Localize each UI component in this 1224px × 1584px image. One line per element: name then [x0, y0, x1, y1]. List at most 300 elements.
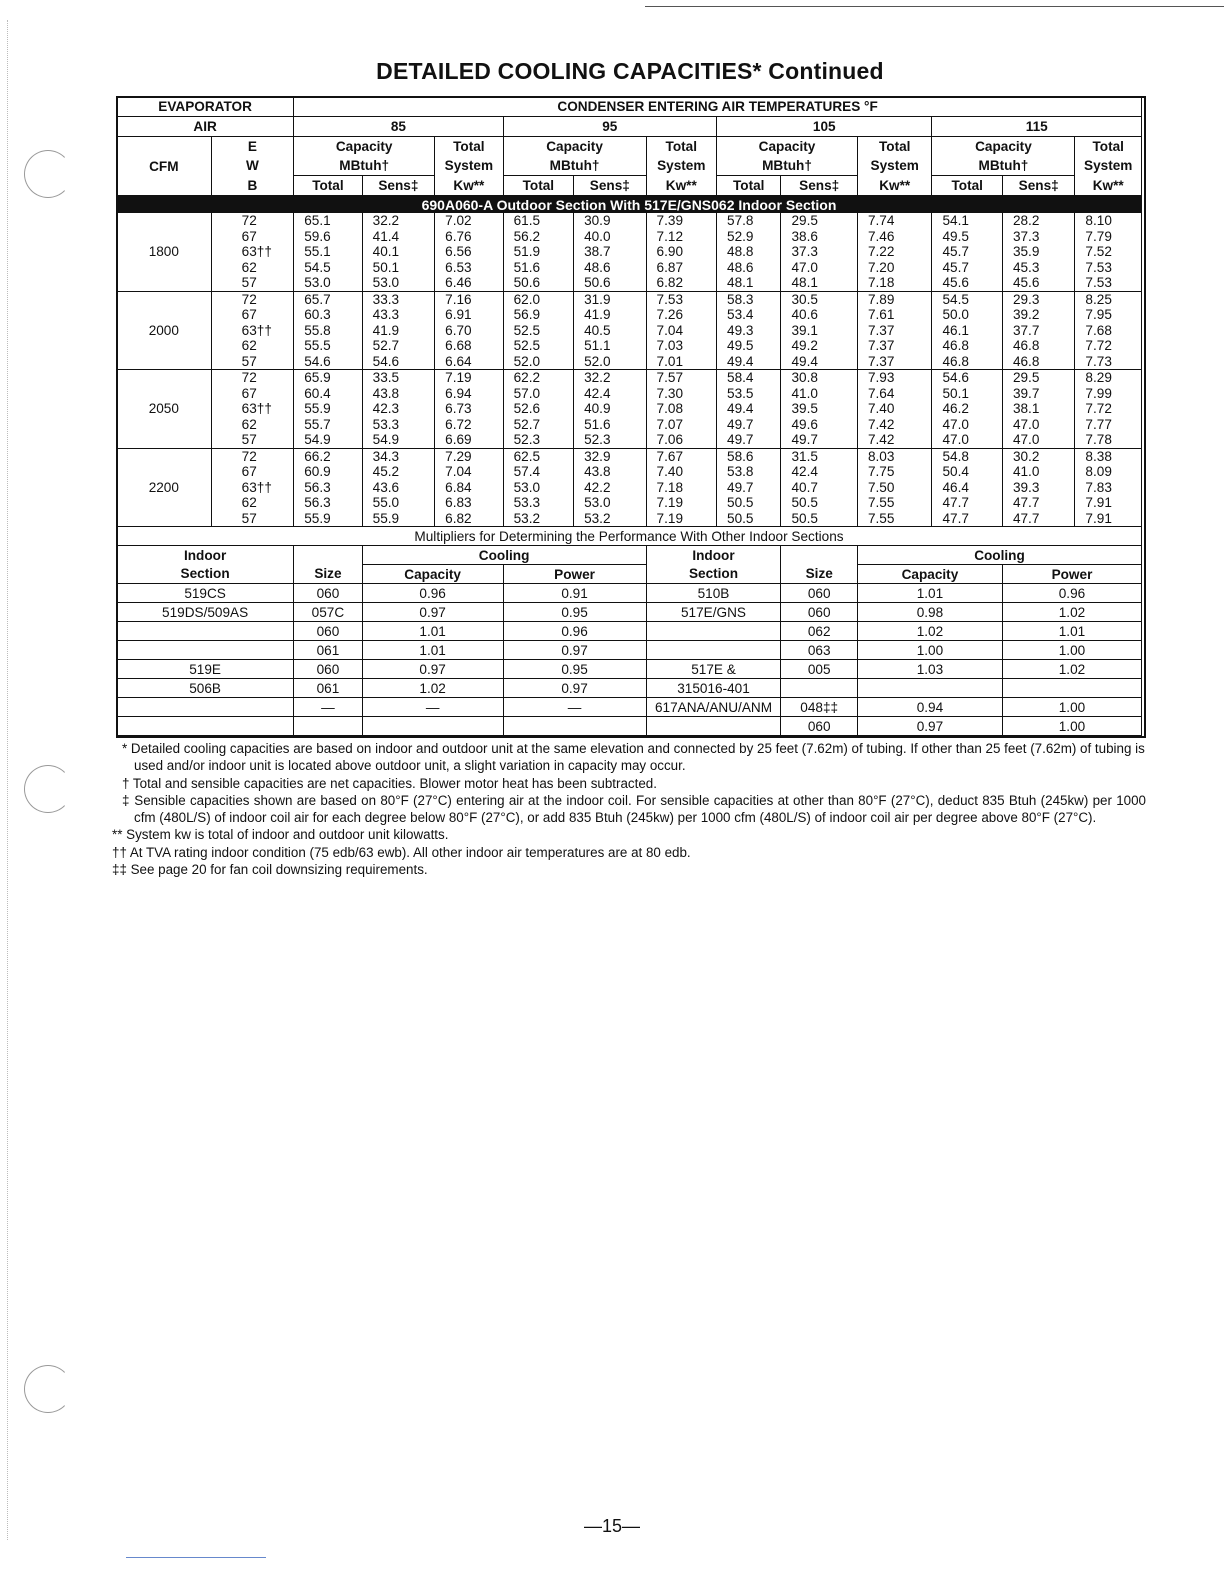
table-row	[117, 244, 1142, 260]
capacity-value: 7.55	[857, 495, 932, 511]
capacity-value: 50.6	[503, 275, 573, 291]
capacity-value: 50.1	[932, 386, 1002, 402]
capacity-value: 7.83	[1075, 480, 1142, 496]
capacity-value: 48.1	[717, 275, 781, 291]
capacity-value: 42.4	[574, 386, 646, 402]
capacity-value: 39.5	[781, 401, 858, 417]
size-value: 063	[781, 641, 858, 660]
capacity-value: 45.2	[362, 464, 434, 480]
capacity-value: 43.3	[362, 307, 434, 323]
capacity-header	[294, 137, 435, 157]
capacity-value: 29.5	[1002, 370, 1074, 386]
indoor-section	[117, 641, 294, 660]
capacity-value: 41.9	[362, 323, 434, 339]
sens-header: Sens‡	[1002, 176, 1074, 196]
ewb-value: 57	[211, 275, 294, 291]
temp-95: 95	[503, 117, 716, 137]
capacity-label: Capacity	[335, 139, 393, 154]
capacity-value: 55.7	[294, 417, 362, 433]
size-value: —	[294, 698, 362, 717]
capacity-value: 7.19	[646, 511, 716, 527]
capacity-value: 51.1	[574, 338, 646, 354]
ewb-header: B	[211, 176, 294, 196]
capacity-value: 51.9	[503, 244, 573, 260]
capacity-header	[932, 137, 1075, 157]
capacity-value: 52.3	[503, 432, 573, 448]
capacity-value: 7.55	[857, 511, 932, 527]
capacity-value: 8.09	[1075, 464, 1142, 480]
capacity-value: 46.1	[932, 323, 1002, 339]
ewb-value: 67	[211, 464, 294, 480]
capacity-value: 60.4	[294, 386, 362, 402]
ewb-value: 57	[211, 511, 294, 527]
power-multiplier: 0.96	[1002, 584, 1141, 603]
capacity-value: 49.4	[717, 354, 781, 370]
multiplier-caption-row	[117, 527, 1142, 546]
indoor-section: 315016-401	[646, 679, 781, 698]
capacity-value: 6.84	[435, 480, 503, 496]
indoor-section: 510B	[646, 584, 781, 603]
capacity-value: 41.0	[781, 386, 858, 402]
capacity-value: 6.73	[435, 401, 503, 417]
capacity-value: 54.9	[362, 432, 434, 448]
capacity-value: 7.72	[1075, 401, 1142, 417]
kw-header: Kw**	[646, 176, 716, 196]
capacity-value: 53.2	[503, 511, 573, 527]
capacity-value: 40.0	[574, 229, 646, 245]
power-multiplier: 0.97	[503, 641, 646, 660]
ewb-value: 72	[211, 448, 294, 464]
capacity-value: 7.02	[435, 213, 503, 229]
header-row	[117, 137, 1142, 157]
capacity-value: 40.1	[362, 244, 434, 260]
capacity-multiplier: 1.01	[362, 641, 503, 660]
capacity-value: 8.38	[1075, 448, 1142, 464]
page-number: —15—	[583, 1516, 641, 1536]
capacity-value: 7.53	[1075, 260, 1142, 276]
capacity-multiplier: 1.01	[362, 622, 503, 641]
capacity-value: 7.42	[857, 432, 932, 448]
ewb-value: 57	[211, 354, 294, 370]
capacity-multiplier	[362, 717, 503, 736]
capacity-value: 58.3	[717, 291, 781, 307]
capacity-multiplier: —	[362, 698, 503, 717]
capacity-value: 47.7	[932, 511, 1002, 527]
capacity-value: 54.6	[932, 370, 1002, 386]
capacity-value: 7.06	[646, 432, 716, 448]
capacity-value: 7.40	[857, 401, 932, 417]
capacity-value: 7.16	[435, 291, 503, 307]
capacity-value: 52.7	[503, 417, 573, 433]
capacity-value: 46.8	[932, 354, 1002, 370]
capacity-value: 48.6	[717, 260, 781, 276]
capacity-header: Capacity	[857, 565, 1002, 584]
total-system-header: System	[435, 156, 503, 176]
capacity-value: 52.3	[574, 432, 646, 448]
capacity-value: 39.3	[1002, 480, 1074, 496]
multiplier-row	[117, 546, 1142, 565]
capacity-value: 7.20	[857, 260, 932, 276]
indoor-section	[117, 717, 294, 736]
capacity-value: 8.29	[1075, 370, 1142, 386]
capacity-value: 7.22	[857, 244, 932, 260]
capacity-value: 50.6	[574, 275, 646, 291]
capacity-value: 7.79	[1075, 229, 1142, 245]
capacity-value: 6.83	[435, 495, 503, 511]
indoor-section	[117, 698, 294, 717]
indoor-section: 617ANA/ANU/ANM	[646, 698, 781, 717]
capacity-value: 50.1	[362, 260, 434, 276]
capacity-value: 46.4	[932, 480, 1002, 496]
mbtuh-header: MBtuh†	[503, 156, 646, 176]
capacity-value: 7.75	[857, 464, 932, 480]
capacity-value: 7.99	[1075, 386, 1142, 402]
capacity-value: 45.6	[1002, 275, 1074, 291]
sens-header: Sens‡	[781, 176, 858, 196]
footnote-double-dagger: ‡ Sensible capacities shown are based on 80°F (27°C) entering air at the indoor coil. For sensible capacities at other than 80°F (27°C), deduct 835 Btuh (245kw) per 1000 cfm (480L/S) of indoor coil air for each degree below 80°F (27°C), or add 835 Btuh (245kw) per 1000 cfm (480L/S) of indoor coil air per degree above 80°F (27°C).	[122, 792, 1146, 826]
cfm-value: 2050	[117, 370, 212, 449]
indoor-header: Indoor	[646, 546, 781, 565]
capacity-value: 7.91	[1075, 495, 1142, 511]
capacity-value: 6.53	[435, 260, 503, 276]
capacity-value: 8.10	[1075, 213, 1142, 229]
capacity-value: 6.94	[435, 386, 503, 402]
table-row	[117, 432, 1142, 448]
power-header: Power	[503, 565, 646, 584]
capacity-multiplier: 1.03	[857, 660, 1002, 679]
indoor-section: 519E	[117, 660, 294, 679]
capacity-value: 51.6	[574, 417, 646, 433]
section-band-label: 690A060-A Outdoor Section With 517E/GNS062 Indoor Section	[117, 196, 1142, 214]
header-row	[117, 176, 1142, 196]
capacity-header: Capacity	[362, 565, 503, 584]
cooling-header: Cooling	[362, 546, 646, 565]
power-multiplier: 1.00	[1002, 641, 1141, 660]
capacity-value: 37.3	[1002, 229, 1074, 245]
total-system-header: System	[646, 156, 716, 176]
capacity-value: 7.42	[857, 417, 932, 433]
capacity-value: 6.90	[646, 244, 716, 260]
capacity-value: 6.72	[435, 417, 503, 433]
capacity-multiplier: 1.02	[857, 622, 1002, 641]
capacity-value: 62.2	[503, 370, 573, 386]
ewb-value: 72	[211, 370, 294, 386]
capacity-value: 47.0	[781, 260, 858, 276]
capacity-header	[717, 137, 858, 157]
capacity-value: 8.25	[1075, 291, 1142, 307]
size-value: 057C	[294, 603, 362, 622]
size-value: 060	[781, 603, 858, 622]
punch-hole	[24, 1365, 72, 1413]
capacity-value: 56.3	[294, 480, 362, 496]
total-header: Total	[294, 176, 362, 196]
kw-header: Kw**	[857, 176, 932, 196]
multiplier-row	[117, 660, 1142, 679]
capacity-value: 7.19	[435, 370, 503, 386]
capacity-value: 7.12	[646, 229, 716, 245]
capacity-value: 7.18	[857, 275, 932, 291]
capacity-value: 7.50	[857, 480, 932, 496]
capacity-value: 6.68	[435, 338, 503, 354]
cfm-value: 1800	[117, 213, 212, 291]
capacity-value: 39.7	[1002, 386, 1074, 402]
condenser-temps-label: CONDENSER ENTERING AIR TEMPERATURES °F	[294, 97, 1142, 117]
indoor-section: 517E &	[646, 660, 781, 679]
capacity-value: 57.8	[717, 213, 781, 229]
capacity-value: 8.03	[857, 448, 932, 464]
capacity-value: 54.5	[294, 260, 362, 276]
capacity-value: 47.0	[932, 432, 1002, 448]
cfm-value: 2000	[117, 291, 212, 370]
capacity-value: 49.5	[717, 338, 781, 354]
ewb-value: 67	[211, 386, 294, 402]
ewb-value: 62	[211, 495, 294, 511]
capacity-value: 55.0	[362, 495, 434, 511]
capacity-value: 45.7	[932, 244, 1002, 260]
capacity-value: 54.1	[932, 213, 1002, 229]
ewb-value: 63††	[211, 244, 294, 260]
capacity-multiplier: 0.96	[362, 584, 503, 603]
capacity-multiplier	[857, 679, 1002, 698]
capacity-value: 39.2	[1002, 307, 1074, 323]
capacity-value: 54.5	[932, 291, 1002, 307]
capacity-value: 7.04	[646, 323, 716, 339]
ewb-value: 63††	[211, 480, 294, 496]
ewb-value: 62	[211, 260, 294, 276]
size-value: 061	[294, 679, 362, 698]
capacity-value: 56.3	[294, 495, 362, 511]
capacity-multiplier: 0.98	[857, 603, 1002, 622]
capacity-value: 50.4	[932, 464, 1002, 480]
capacity-value: 47.0	[932, 417, 1002, 433]
capacity-value: 6.64	[435, 354, 503, 370]
capacity-value: 7.19	[646, 495, 716, 511]
top-rule	[645, 6, 1224, 7]
capacity-value: 40.5	[574, 323, 646, 339]
capacity-value: 51.6	[503, 260, 573, 276]
capacity-value: 38.6	[781, 229, 858, 245]
capacity-value: 53.0	[574, 495, 646, 511]
capacity-value: 7.37	[857, 354, 932, 370]
capacity-value: 52.7	[362, 338, 434, 354]
capacity-value: 53.2	[574, 511, 646, 527]
capacity-value: 7.67	[646, 448, 716, 464]
capacity-value: 47.7	[1002, 495, 1074, 511]
sens-header: Sens‡	[362, 176, 434, 196]
capacity-multiplier: 1.01	[857, 584, 1002, 603]
capacity-value: 53.0	[294, 275, 362, 291]
capacity-value: 7.78	[1075, 432, 1142, 448]
ewb-value: 62	[211, 338, 294, 354]
total-system-header: Total	[1075, 137, 1142, 157]
indoor-section: 519DS/509AS	[117, 603, 294, 622]
power-multiplier: 0.96	[503, 622, 646, 641]
size-value	[294, 717, 362, 736]
kw-header: Kw**	[435, 176, 503, 196]
capacity-value: 43.6	[362, 480, 434, 496]
capacity-value: 52.5	[503, 323, 573, 339]
ewb-value: 62	[211, 417, 294, 433]
capacity-value: 7.29	[435, 448, 503, 464]
capacity-value: 46.2	[932, 401, 1002, 417]
capacity-value: 60.9	[294, 464, 362, 480]
capacity-value: 60.3	[294, 307, 362, 323]
multiplier-row	[117, 717, 1142, 736]
capacity-value: 7.01	[646, 354, 716, 370]
capacity-value: 40.9	[574, 401, 646, 417]
capacity-value: 7.57	[646, 370, 716, 386]
ewb-value: 63††	[211, 401, 294, 417]
capacity-value: 6.70	[435, 323, 503, 339]
capacity-value: 34.3	[362, 448, 434, 464]
capacity-value: 47.0	[1002, 417, 1074, 433]
capacity-value: 7.93	[857, 370, 932, 386]
capacity-value: 65.9	[294, 370, 362, 386]
ewb-value: 57	[211, 432, 294, 448]
capacity-value: 58.4	[717, 370, 781, 386]
power-multiplier: 0.95	[503, 660, 646, 679]
total-header: Total	[932, 176, 1002, 196]
indoor-header: Indoor	[117, 546, 294, 565]
capacity-value: 46.8	[1002, 354, 1074, 370]
capacity-value: 7.30	[646, 386, 716, 402]
header-row	[117, 117, 1142, 137]
page-title: DETAILED COOLING CAPACITIES* Continued	[376, 58, 884, 84]
table-row	[117, 511, 1142, 527]
capacity-value: 49.7	[781, 432, 858, 448]
capacity-value: 7.72	[1075, 338, 1142, 354]
capacity-value: 6.82	[646, 275, 716, 291]
capacity-value: 53.0	[503, 480, 573, 496]
capacity-value: 41.9	[574, 307, 646, 323]
sens-header: Sens‡	[574, 176, 646, 196]
evaporator-label: EVAPORATOR	[117, 97, 294, 117]
capacity-value: 54.6	[362, 354, 434, 370]
capacity-value: 54.6	[294, 354, 362, 370]
capacity-value: 52.0	[503, 354, 573, 370]
capacity-value: 53.0	[362, 275, 434, 291]
capacity-value: 29.3	[1002, 291, 1074, 307]
capacity-value: 7.08	[646, 401, 716, 417]
capacity-value: 47.7	[1002, 511, 1074, 527]
capacity-value: 48.6	[574, 260, 646, 276]
capacity-value: 30.5	[781, 291, 858, 307]
size-value	[781, 679, 858, 698]
table-row	[117, 307, 1142, 323]
capacity-value: 49.5	[932, 229, 1002, 245]
table-row	[117, 260, 1142, 276]
section-band	[117, 196, 1142, 214]
capacity-value: 7.91	[1075, 511, 1142, 527]
capacity-value: 30.2	[1002, 448, 1074, 464]
capacity-value: 40.7	[781, 480, 858, 496]
size-value: 005	[781, 660, 858, 679]
capacity-value: 50.5	[717, 511, 781, 527]
air-label: AIR	[117, 117, 294, 137]
capacity-value: 7.04	[435, 464, 503, 480]
total-system-header: Total	[646, 137, 716, 157]
table-row	[117, 464, 1142, 480]
indoor-section	[117, 622, 294, 641]
capacity-label: Capacity	[546, 139, 603, 154]
capacity-value: 46.8	[1002, 338, 1074, 354]
capacity-value: 32.9	[574, 448, 646, 464]
indoor-section	[646, 641, 781, 660]
table-row	[117, 291, 1142, 307]
indoor-section: 519CS	[117, 584, 294, 603]
capacity-value: 7.53	[1075, 275, 1142, 291]
capacity-value: 6.69	[435, 432, 503, 448]
ewb-value: 63††	[211, 323, 294, 339]
total-header: Total	[717, 176, 781, 196]
capacity-multiplier: 0.94	[857, 698, 1002, 717]
power-multiplier: 0.97	[503, 679, 646, 698]
table-row	[117, 386, 1142, 402]
footnote-double-dagger-pair: †† At TVA rating indoor condition (75 edb/63 ewb). All other indoor air temperatures are at 80 edb.	[112, 844, 691, 860]
kw-header: Kw**	[1075, 176, 1142, 196]
power-multiplier: 1.01	[1002, 622, 1141, 641]
capacity-value: 52.6	[503, 401, 573, 417]
capacity-value: 7.89	[857, 291, 932, 307]
power-multiplier	[503, 717, 646, 736]
ewb-header: W	[211, 156, 294, 176]
table-row	[117, 275, 1142, 291]
capacity-value: 7.64	[857, 386, 932, 402]
capacity-value: 56.9	[503, 307, 573, 323]
power-multiplier: 1.00	[1002, 698, 1141, 717]
capacity-value: 7.77	[1075, 417, 1142, 433]
indoor-section: 506B	[117, 679, 294, 698]
capacity-value: 65.1	[294, 213, 362, 229]
cooling-capacity-table	[116, 96, 1142, 736]
capacity-value: 53.5	[717, 386, 781, 402]
indoor-section: 517E/GNS	[646, 603, 781, 622]
capacity-value: 55.9	[294, 401, 362, 417]
power-multiplier: 1.02	[1002, 603, 1141, 622]
capacity-value: 6.87	[646, 260, 716, 276]
capacity-value: 37.3	[781, 244, 858, 260]
capacity-value: 54.8	[932, 448, 1002, 464]
total-system-header: System	[857, 156, 932, 176]
mbtuh-header: MBtuh†	[717, 156, 858, 176]
capacity-value: 32.2	[574, 370, 646, 386]
punch-hole	[24, 150, 72, 198]
capacity-value: 30.9	[574, 213, 646, 229]
power-multiplier: —	[503, 698, 646, 717]
blank-cell	[781, 546, 858, 565]
table-row	[117, 229, 1142, 245]
capacity-value: 53.8	[717, 464, 781, 480]
capacity-value: 50.5	[717, 495, 781, 511]
capacity-value: 45.3	[1002, 260, 1074, 276]
size-value: 060	[781, 717, 858, 736]
capacity-value: 7.46	[857, 229, 932, 245]
capacity-value: 29.5	[781, 213, 858, 229]
power-header: Power	[1002, 565, 1141, 584]
ewb-value: 67	[211, 229, 294, 245]
capacity-value: 6.46	[435, 275, 503, 291]
capacity-value: 43.8	[574, 464, 646, 480]
header-row	[117, 97, 1142, 117]
capacity-value: 54.9	[294, 432, 362, 448]
capacity-label: Capacity	[758, 139, 816, 154]
cooling-header: Cooling	[857, 546, 1141, 565]
mbtuh-header: MBtuh†	[932, 156, 1075, 176]
capacity-value: 49.4	[781, 354, 858, 370]
capacity-value: 7.39	[646, 213, 716, 229]
capacity-value: 38.7	[574, 244, 646, 260]
table-row	[117, 323, 1142, 339]
